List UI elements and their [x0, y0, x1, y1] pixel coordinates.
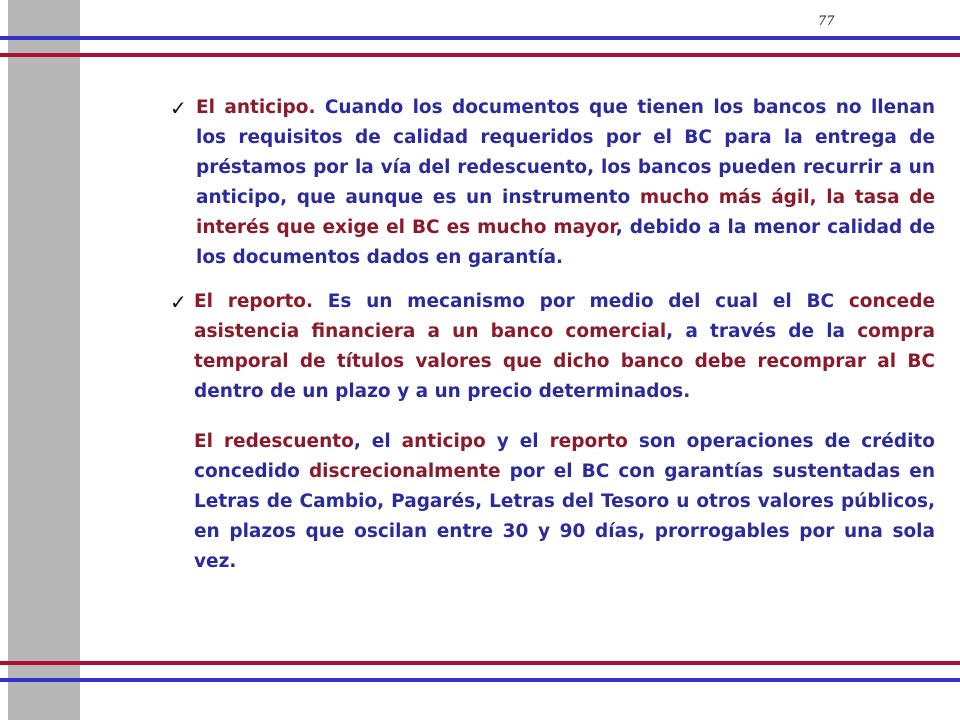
top-blue-rule	[0, 36, 960, 40]
bottom-blue-rule	[0, 678, 960, 682]
left-sidebar-bar	[8, 0, 80, 720]
summary-reporto: reporto	[549, 431, 628, 452]
summary-text-1: , el	[353, 431, 402, 452]
page-number: 77	[818, 14, 835, 29]
anticipo-text-1: Cuando los documentos que tienen los bancos no llenan los requisitos de calidad requeridos por el BC para la entrega de préstamos por la vía del redescuento, los bancos pueden recurrir a un anticipo, que aunque es un instrumento	[196, 97, 936, 208]
checkmark-icon: ✓	[170, 290, 187, 314]
summary-redescuento: El redescuento	[194, 431, 354, 452]
reporto-term: El reporto.	[194, 291, 314, 312]
anticipo-text-2: , debido a la menor calidad de los documentos dados en garantía.	[196, 217, 935, 268]
reporto-highlight-1: concede asistencia financiera a un banco comercial	[194, 291, 935, 342]
bullet-reporto	[170, 287, 935, 407]
anticipo-highlight: mucho más ágil, la tasa de interés que exige el BC es mucho mayor	[196, 187, 935, 238]
summary-paragraph	[170, 427, 935, 577]
reporto-highlight-2: compra temporal de títulos valores que dicho banco debe recomprar al BC	[194, 321, 935, 372]
reporto-text-2: , a través de la	[666, 321, 858, 342]
summary-anticipo: anticipo	[401, 431, 486, 452]
main-content	[170, 93, 935, 577]
summary-text-4: por el BC con garantías sustentadas en Letras de Cambio, Pagarés, Letras del Tesoro u otros valores públicos, en plazos que oscilan entre 30 y 90 días, prorrogables por una sola vez.	[194, 461, 936, 572]
bullet-anticipo	[170, 93, 935, 273]
checkmark-icon: ✓	[170, 96, 187, 120]
summary-text-3: son operaciones de crédito concedido	[194, 431, 935, 482]
anticipo-term: El anticipo.	[196, 97, 316, 118]
summary-text-2: y el	[485, 431, 550, 452]
top-red-rule	[0, 53, 960, 57]
summary-discrecionalmente: discrecionalmente	[308, 461, 501, 482]
reporto-text-1: Es un mecanismo por medio del cual el BC	[313, 291, 849, 312]
bottom-red-rule	[0, 661, 960, 665]
reporto-text-3: dentro de un plazo y a un precio determinados.	[194, 381, 691, 402]
